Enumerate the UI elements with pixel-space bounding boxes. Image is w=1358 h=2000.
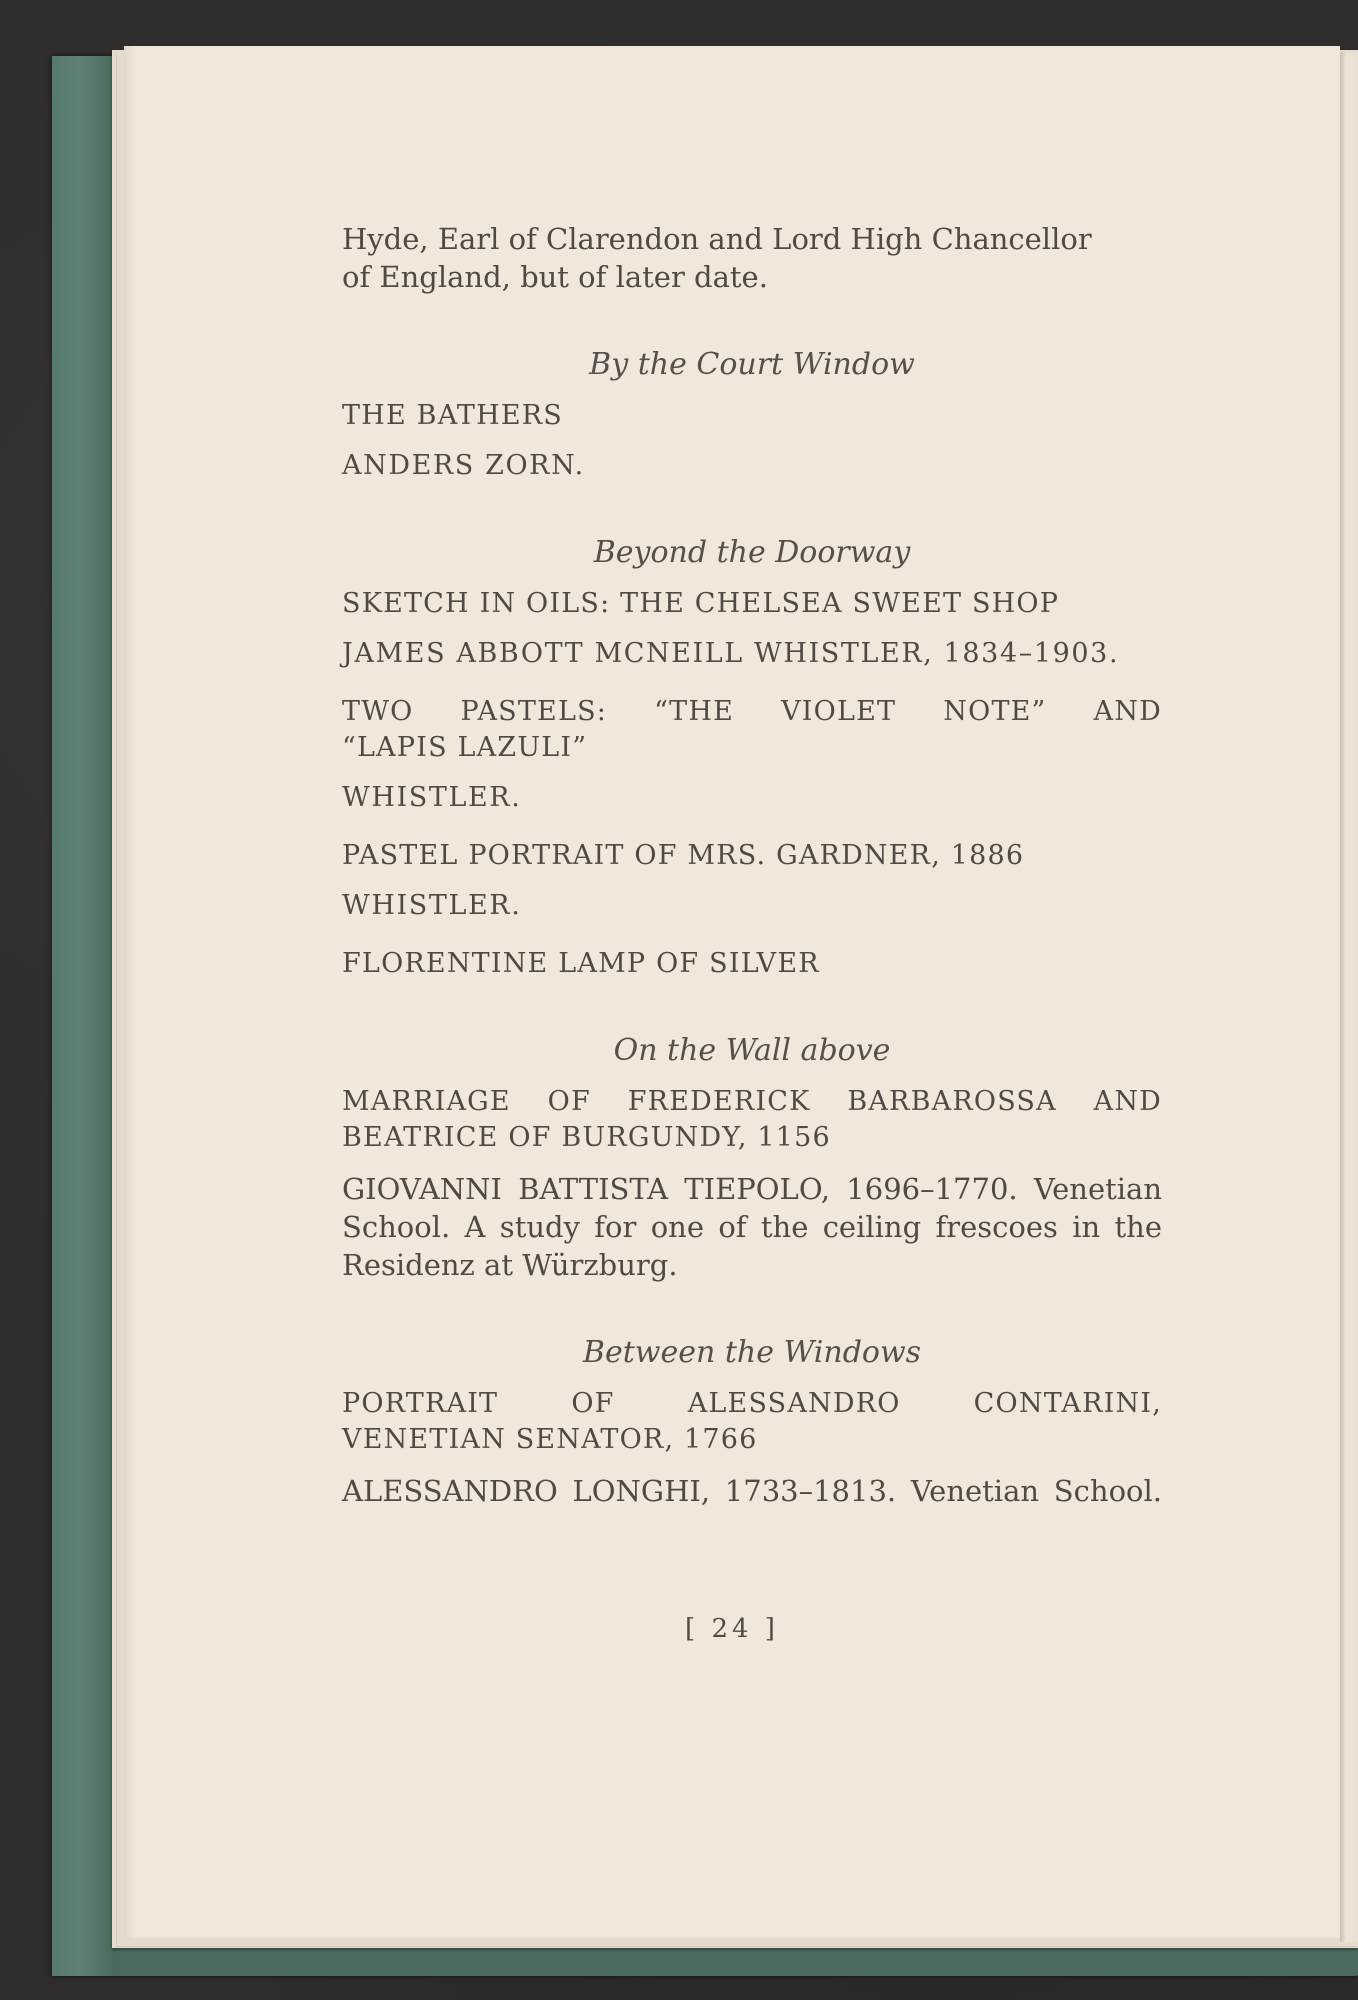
entry-title: FLORENTINE LAMP OF SILVER [342, 948, 820, 979]
entry-description: GIOVANNI BATTISTA TIEPOLO, 1696–1770. Venetian [342, 1172, 1162, 1206]
entry-author: WHISTLER. [342, 890, 522, 921]
entry-title: TWO PASTELS: “THE VIOLET NOTE” AND [342, 696, 1162, 727]
entry-title: MARRIAGE OF FREDERICK BARBAROSSA AND [342, 1086, 1162, 1117]
entry-description: School. A study for one of the ceiling frescoes in the [342, 1210, 1162, 1244]
entry-title: PASTEL PORTRAIT OF MRS. GARDNER, 1886 [342, 840, 1025, 871]
intro-line-1: Hyde, Earl of Clarendon and Lord High Chancellor [342, 222, 1092, 256]
next-page-edge [1340, 52, 1358, 1942]
section-heading-between-windows: Between the Windows [582, 1335, 922, 1370]
section-heading-beyond-doorway: Beyond the Doorway [593, 535, 911, 570]
entry-author: ANDERS ZORN. [342, 450, 585, 481]
book-spine-edge [52, 56, 116, 1976]
entry-title: THE BATHERS [342, 400, 563, 431]
entry-description: ALESSANDRO LONGHI, 1733–1813. Venetian School. [342, 1474, 1162, 1508]
entry-author: WHISTLER. [342, 782, 522, 813]
entry-description: Residenz at Würzburg. [342, 1248, 678, 1282]
entry-title: PORTRAIT OF ALESSANDRO CONTARINI, [342, 1388, 1162, 1419]
entry-title: SKETCH IN OILS: THE CHELSEA SWEET SHOP [342, 588, 1060, 619]
section-heading-wall-above: On the Wall above [613, 1033, 891, 1068]
page-number: [ 24 ] [685, 1614, 779, 1644]
section-heading-court-window: By the Court Window [589, 347, 915, 382]
entry-title: “LAPIS LAZULI” [342, 732, 588, 763]
entry-title: VENETIAN SENATOR, 1766 [342, 1424, 758, 1455]
intro-line-2: of England, but of later date. [342, 260, 768, 294]
page-text [342, 220, 1162, 1510]
entry-author: JAMES ABBOTT MCNEILL WHISTLER, 1834–1903. [342, 638, 1120, 669]
entry-title: BEATRICE OF BURGUNDY, 1156 [342, 1122, 831, 1153]
